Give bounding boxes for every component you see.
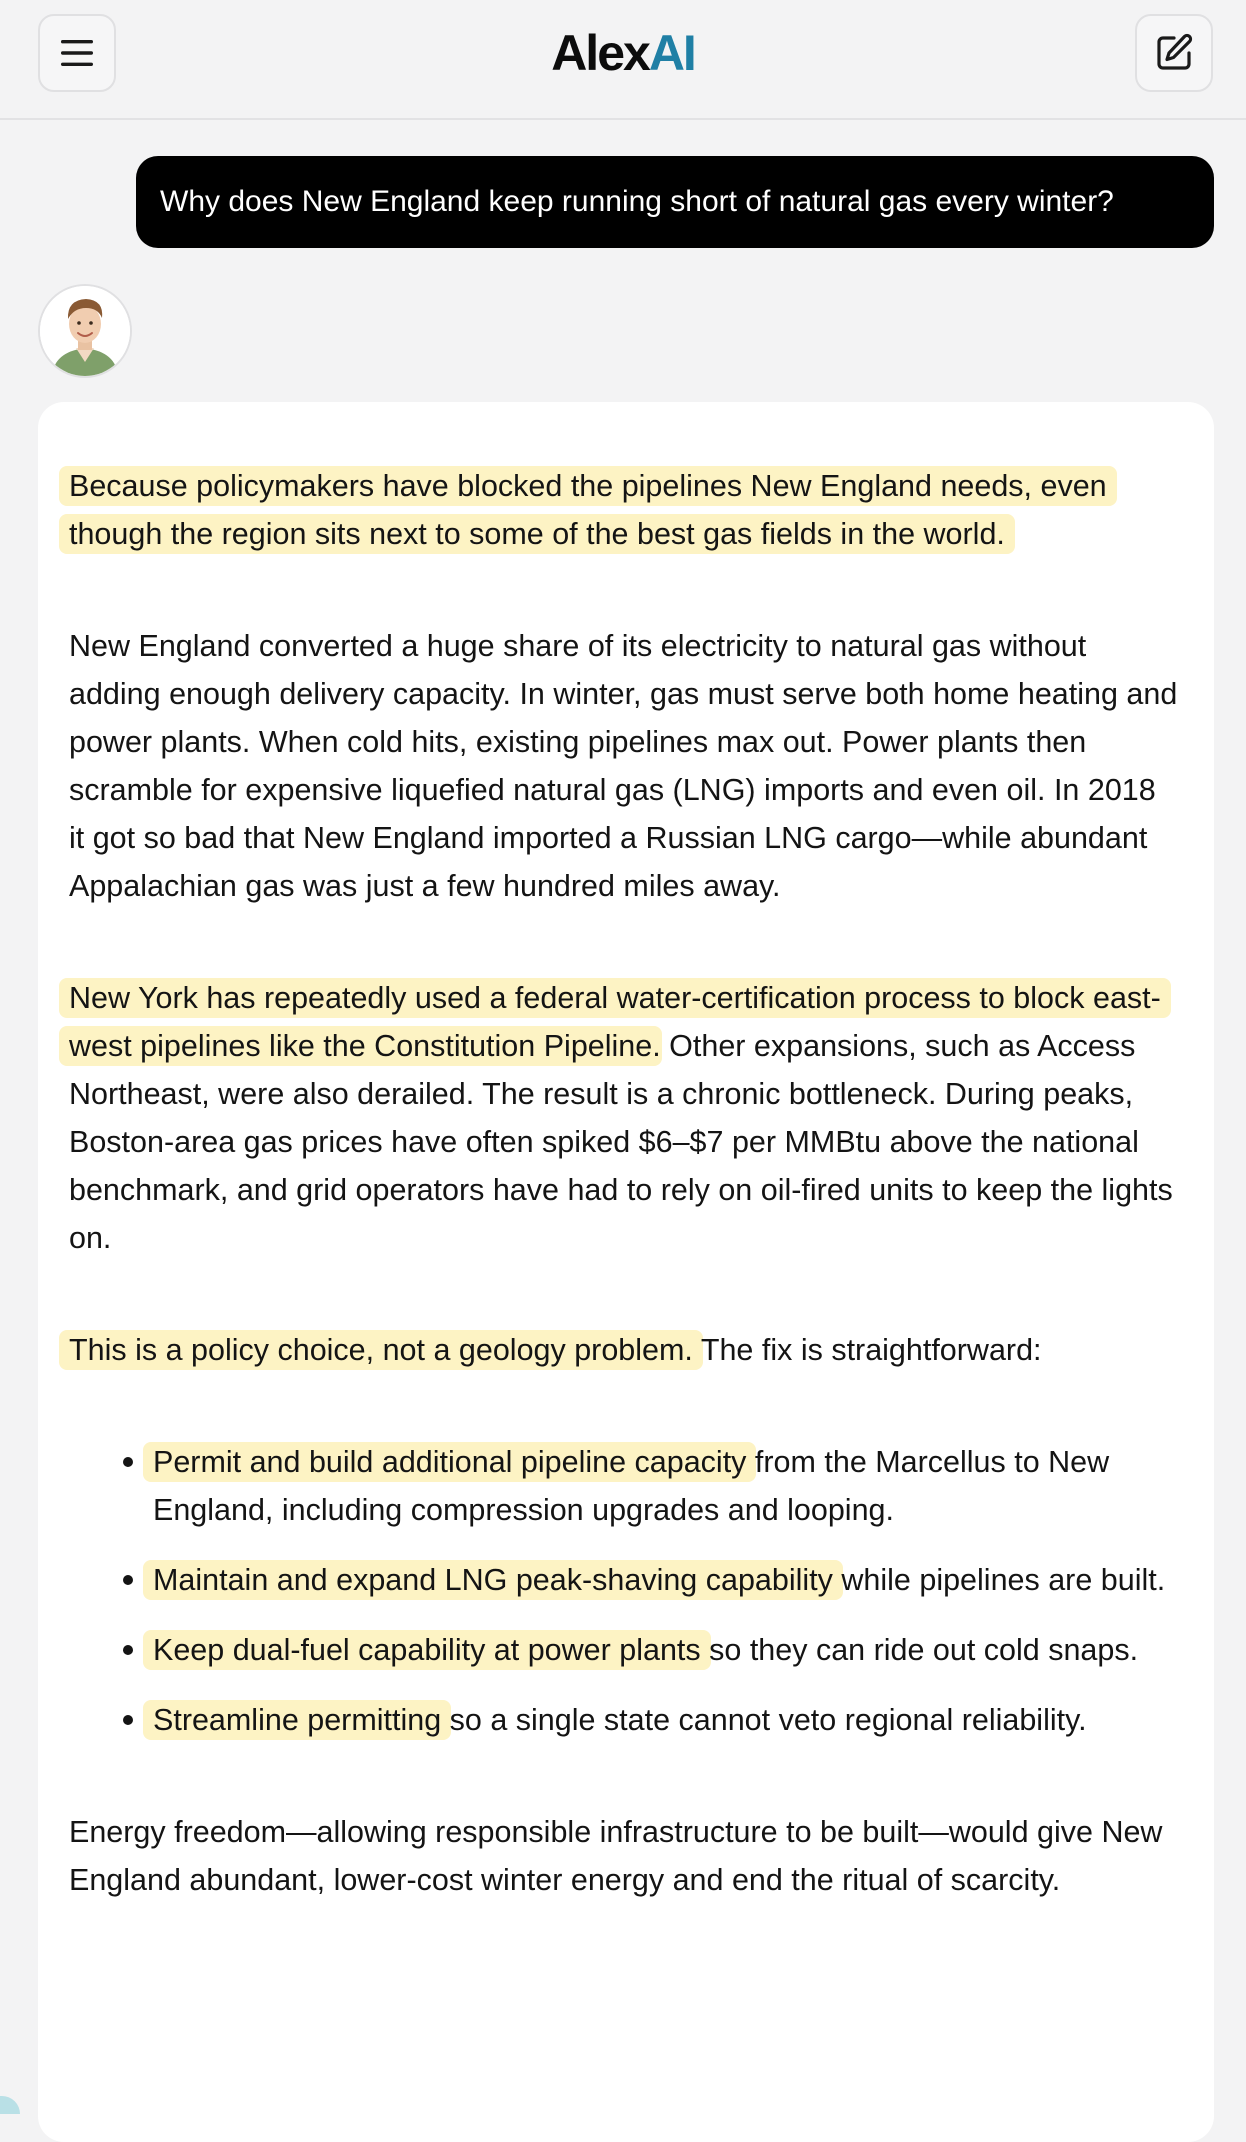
- list-item-text: from the Marcellus to New England, including compression upgrades and looping.: [153, 1445, 1110, 1527]
- list-item: [153, 1696, 1178, 1744]
- answer-paragraph-summary: [69, 462, 1178, 558]
- list-item-text: so they can ride out cold snaps.: [700, 1633, 1139, 1667]
- highlighted-text: New York has repeatedly used a federal water-certification process to block east-west pipelines like the Constitution Pipeline: [59, 978, 1171, 1066]
- answer-paragraph-policy: [69, 1326, 1178, 1374]
- background-decoration: [0, 2096, 20, 2114]
- highlighted-text: Permit and build additional pipeline capacity: [143, 1442, 756, 1482]
- list-item: [153, 1626, 1178, 1674]
- assistant-avatar-icon: [40, 286, 130, 376]
- list-item-text: so a single state cannot veto regional reliability.: [441, 1703, 1087, 1737]
- new-chat-button[interactable]: [1135, 14, 1213, 92]
- list-item-text: while pipelines are built.: [832, 1563, 1166, 1597]
- app-logo: [0, 20, 1246, 86]
- paragraph-text: . Other expansions, such as Access Northeast, were also derailed. The result is a chronic bottleneck. During peaks, Boston-area gas prices have often spiked $6–$7 per MMBtu above the national benchmark, and grid operators have had to rely on oil-fired units to keep the lights on.: [69, 1029, 1173, 1255]
- answer-paragraph-background: New England converted a huge share of its electricity to natural gas without adding enough delivery capacity. In winter, gas must serve both home heating and power plants. When cold hits, existing pipelines max out. Power plants then scramble for expensive liquefied natural gas (LNG) imports and even oil. In 2018 it got so bad that New England imported a Russian LNG cargo—while abundant Appalachian gas was just a few hundred miles away.: [69, 629, 1178, 903]
- compose-edit-icon: [1154, 33, 1194, 73]
- highlighted-text: Because policymakers have blocked the pipelines New England needs, even though the region sits next to some of the best gas fields in the world.: [59, 466, 1117, 554]
- list-item: [153, 1438, 1178, 1534]
- highlighted-text: This is a policy choice, not a geology problem.: [59, 1330, 703, 1370]
- paragraph-text: The fix is straightforward:: [692, 1333, 1042, 1367]
- user-message-bubble: Why does New England keep running short of natural gas every winter?: [136, 156, 1214, 248]
- assistant-answer-card: [38, 402, 1214, 2142]
- logo-text-alex: Alex: [551, 25, 649, 81]
- answer-paragraph-new-york: [69, 974, 1178, 1262]
- assistant-avatar: [38, 284, 132, 378]
- logo-text-ai: AI: [648, 25, 695, 81]
- answer-paragraph-conclusion: Energy freedom—allowing responsible infrastructure to be built—would give New England abundant, lower-cost winter energy and end the ritual of scarcity.: [69, 1815, 1163, 1897]
- fix-list: [69, 1438, 1178, 1744]
- highlighted-text: Streamline permitting: [143, 1700, 451, 1740]
- highlighted-text: Keep dual-fuel capability at power plants: [143, 1630, 711, 1670]
- top-bar: [0, 0, 1246, 120]
- list-item: [153, 1556, 1178, 1604]
- highlighted-text: Maintain and expand LNG peak-shaving capability: [143, 1560, 843, 1600]
